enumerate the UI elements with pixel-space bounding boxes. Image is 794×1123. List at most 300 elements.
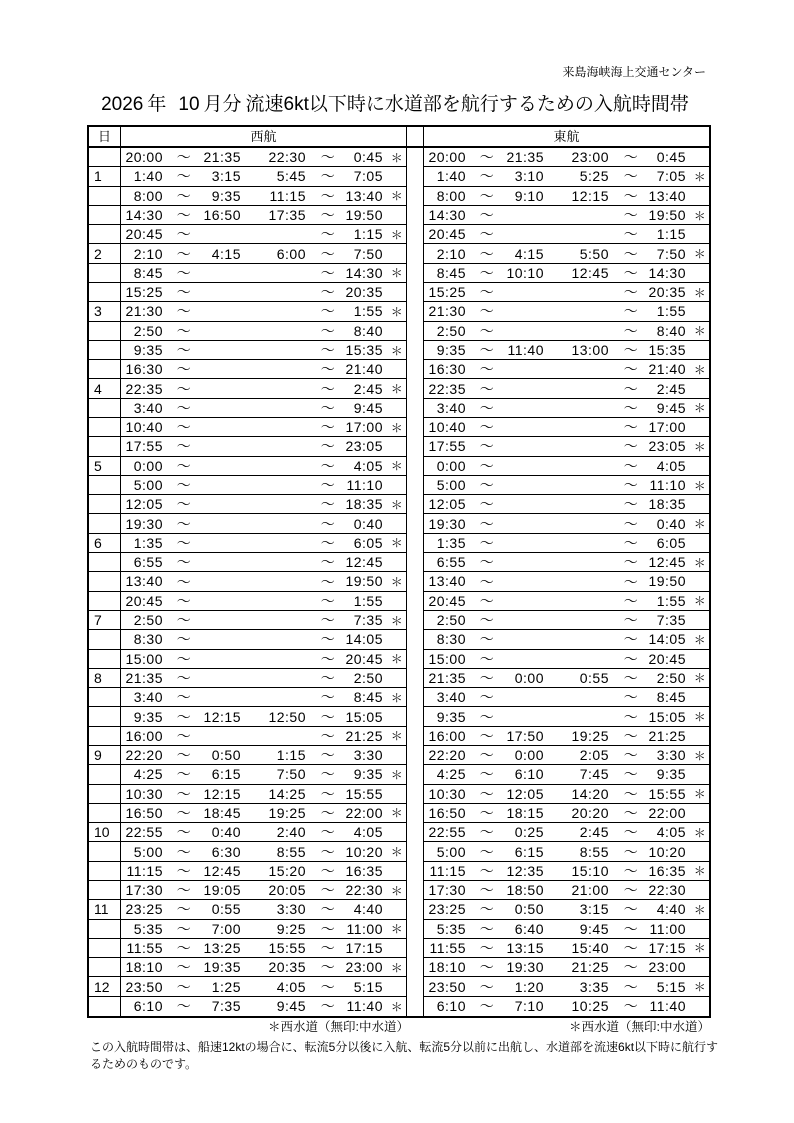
- east-window2-end: 21:25: [648, 727, 686, 744]
- west-channel-mark: ＊: [693, 517, 707, 532]
- west-window2-start: 2:40: [276, 824, 306, 841]
- west-window1-start: 20:45: [125, 592, 163, 609]
- east-window1-end: 1:20: [514, 978, 544, 995]
- table-row: [89, 939, 709, 958]
- west-window1-end: 12:15: [203, 708, 241, 725]
- west-window2-start: 6:00: [276, 245, 306, 262]
- east-window1-start: 17:55: [428, 438, 466, 455]
- west-window2-start: 19:25: [268, 804, 306, 821]
- tilde-separator: ～: [176, 959, 192, 976]
- gap-cell: [407, 572, 424, 591]
- west-window2-start: 9:25: [276, 920, 306, 937]
- gap-cell: [407, 534, 424, 553]
- west-window2-end: 5:15: [353, 978, 383, 995]
- east-window2-start: [567, 360, 609, 378]
- tilde-separator: ～: [320, 978, 336, 995]
- tilde-separator: ～: [320, 496, 336, 513]
- west-channel-mark: [694, 534, 706, 552]
- tilde-separator: ～: [479, 689, 495, 706]
- west-window2-start: [264, 727, 306, 745]
- table-row: [89, 997, 709, 1016]
- tilde-separator: ～: [623, 438, 639, 455]
- west-channel-mark: ＊: [693, 864, 707, 879]
- title-year-unit: 年: [147, 94, 167, 115]
- west-cell: [121, 862, 407, 881]
- tilde-separator: ～: [623, 747, 639, 764]
- west-window1-end: [199, 437, 241, 455]
- east-window2-end: 0:45: [656, 149, 686, 166]
- table-row: [89, 379, 709, 398]
- west-window1-end: [199, 476, 241, 494]
- west-channel-mark: ＊: [390, 459, 404, 474]
- west-window2-start: 15:20: [268, 862, 306, 879]
- east-window2-start: [567, 322, 609, 340]
- gap-cell: [407, 322, 424, 341]
- east-cell: [424, 225, 709, 244]
- west-cell: [121, 630, 407, 649]
- table-row: [89, 572, 709, 591]
- east-window1-end: [502, 630, 544, 648]
- west-cell: [121, 707, 407, 726]
- west-channel-mark: ＊: [693, 671, 707, 686]
- date-cell: [89, 958, 121, 977]
- east-window2-start: [567, 707, 609, 725]
- east-window2-end: 8:40: [656, 322, 686, 339]
- east-cell: [424, 476, 709, 495]
- west-window1-end: [199, 418, 241, 436]
- east-window1-end: 17:50: [506, 727, 544, 744]
- gap-cell: [407, 939, 424, 958]
- table-row: [89, 630, 709, 649]
- tilde-separator: ～: [623, 322, 639, 339]
- west-window1-start: 2:10: [133, 245, 163, 262]
- east-cell: [424, 939, 709, 958]
- west-window1-end: 6:30: [211, 843, 241, 860]
- table-row: [89, 244, 709, 263]
- table-row: [89, 823, 709, 842]
- header-west: 西航: [121, 127, 407, 146]
- west-channel-mark: [391, 553, 403, 571]
- west-channel-mark: ＊: [390, 806, 404, 821]
- west-window1-end: 16:50: [203, 207, 241, 223]
- west-window2-start: 22:30: [268, 149, 306, 166]
- west-cell: [121, 148, 407, 167]
- west-cell: [121, 534, 407, 553]
- west-window1-end: 7:00: [211, 920, 241, 937]
- table-row: [89, 302, 709, 321]
- east-window2-end: 15:05: [648, 708, 686, 725]
- tilde-separator: ～: [479, 747, 495, 764]
- east-window1-start: 13:40: [428, 573, 466, 590]
- tilde-separator: ～: [623, 843, 639, 860]
- west-window2-end: 1:15: [353, 226, 383, 243]
- west-window2-end: 4:05: [353, 824, 383, 841]
- tilde-separator: ～: [479, 361, 495, 378]
- west-channel-mark: ＊: [390, 845, 404, 860]
- gap-cell: [407, 823, 424, 842]
- east-window2-start: 13:00: [571, 342, 609, 359]
- east-window2-end: 4:05: [656, 824, 686, 841]
- west-window2-start: 17:35: [268, 207, 306, 223]
- tilde-separator: ～: [623, 515, 639, 532]
- tilde-separator: ～: [479, 727, 495, 744]
- gap-cell: [407, 341, 424, 360]
- west-window2-end: 21:40: [345, 361, 383, 378]
- east-window1-end: [502, 457, 544, 475]
- west-window1-start: 8:45: [133, 264, 163, 281]
- east-window1-end: [502, 399, 544, 417]
- gap-cell: [407, 399, 424, 418]
- tilde-separator: ～: [623, 901, 639, 918]
- gap-cell: [407, 804, 424, 823]
- west-window2-end: 7:05: [353, 168, 383, 185]
- east-cell: [424, 997, 709, 1016]
- east-window2-start: [567, 553, 609, 571]
- east-cell: [424, 534, 709, 553]
- tilde-separator: ～: [479, 380, 495, 397]
- west-window2-start: 7:50: [276, 766, 306, 783]
- west-window2-end: 4:40: [353, 901, 383, 918]
- tilde-separator: ～: [176, 843, 192, 860]
- east-window1-end: [502, 360, 544, 378]
- west-window2-end: 7:35: [353, 612, 383, 629]
- tilde-separator: ～: [623, 168, 639, 185]
- tilde-separator: ～: [479, 477, 495, 494]
- east-cell: [424, 437, 709, 456]
- tilde-separator: ～: [479, 207, 495, 223]
- tilde-separator: ～: [623, 245, 639, 262]
- east-cell: [424, 920, 709, 939]
- east-window1-start: 22:20: [428, 747, 466, 764]
- east-window1-end: 19:30: [506, 959, 544, 976]
- table-row: [89, 804, 709, 823]
- east-window2-start: 15:10: [571, 862, 609, 879]
- west-window1-start: 16:50: [125, 804, 163, 821]
- east-cell: [424, 283, 709, 302]
- tilde-separator: ～: [479, 515, 495, 532]
- west-cell: [121, 592, 407, 611]
- tilde-separator: ～: [320, 631, 336, 648]
- west-window1-start: 5:00: [133, 477, 163, 494]
- west-window2-start: [264, 572, 306, 590]
- east-window1-start: 12:05: [428, 496, 466, 513]
- west-channel-mark: ＊: [693, 401, 707, 416]
- table-row: [89, 341, 709, 360]
- gap-cell: [407, 283, 424, 302]
- west-window1-start: 23:25: [125, 901, 163, 918]
- east-cell: [424, 244, 709, 263]
- tilde-separator: ～: [479, 303, 495, 320]
- west-window1-end: 19:05: [203, 882, 241, 899]
- tilde-separator: ～: [320, 264, 336, 281]
- east-window2-start: [567, 534, 609, 552]
- east-cell: [424, 553, 709, 572]
- west-window1-end: 13:25: [203, 939, 241, 956]
- tilde-separator: ～: [479, 669, 495, 686]
- east-window2-start: [567, 437, 609, 455]
- west-window1-start: 2:50: [133, 322, 163, 339]
- west-channel-mark: ＊: [390, 420, 404, 435]
- east-window2-end: 11:40: [649, 998, 686, 1015]
- east-window1-end: [502, 688, 544, 706]
- table-row: [89, 553, 709, 572]
- east-cell: [424, 399, 709, 418]
- west-window2-start: [264, 495, 306, 513]
- west-window2-end: 11:00: [346, 920, 383, 937]
- east-window2-end: 17:00: [648, 419, 686, 436]
- date-cell: [89, 592, 121, 611]
- date-cell: [89, 881, 121, 900]
- west-window1-start: 18:10: [125, 959, 163, 976]
- tilde-separator: ～: [176, 650, 192, 667]
- east-window2-start: 2:45: [579, 824, 609, 841]
- east-window1-start: 23:25: [428, 901, 466, 918]
- east-window1-start: 8:30: [436, 631, 466, 648]
- east-cell: [424, 630, 709, 649]
- west-cell: [121, 611, 407, 630]
- tilde-separator: ～: [176, 862, 192, 879]
- table-row: [89, 862, 709, 881]
- tilde-separator: ～: [320, 901, 336, 918]
- east-window1-start: 20:45: [428, 592, 466, 609]
- east-cell: [424, 572, 709, 591]
- date-cell: [89, 997, 121, 1016]
- west-channel-mark: ＊: [693, 169, 707, 184]
- table-row: [89, 514, 709, 533]
- west-window2-end: 13:40: [345, 187, 383, 204]
- west-window1-start: 16:30: [125, 361, 163, 378]
- tilde-separator: ～: [623, 380, 639, 397]
- date-cell: [89, 399, 121, 418]
- west-window1-end: [199, 322, 241, 340]
- east-window1-start: 1:35: [436, 534, 466, 551]
- title-month-unit: 月分: [203, 94, 242, 115]
- east-window1-start: 16:30: [428, 361, 466, 378]
- tilde-separator: ～: [479, 419, 495, 436]
- west-window2-start: 4:05: [276, 978, 306, 995]
- date-cell: 12: [89, 977, 121, 996]
- west-window2-end: 1:55: [353, 303, 383, 320]
- tilde-separator: ～: [479, 592, 495, 609]
- west-window2-end: 1:55: [353, 592, 383, 609]
- tilde-separator: ～: [320, 515, 336, 532]
- west-channel-mark: ＊: [390, 536, 404, 551]
- tilde-separator: ～: [320, 477, 336, 494]
- east-cell: [424, 765, 709, 784]
- west-window1-end: [199, 630, 241, 648]
- west-channel-mark: ＊: [390, 574, 404, 589]
- gap-cell: [407, 958, 424, 977]
- date-cell: 10: [89, 823, 121, 842]
- east-window2-end: 11:00: [649, 920, 686, 937]
- tilde-separator: ～: [623, 939, 639, 956]
- east-window1-end: 4:15: [514, 245, 544, 262]
- tilde-separator: ～: [479, 998, 495, 1015]
- tilde-separator: ～: [479, 245, 495, 262]
- west-channel-mark: [391, 707, 403, 725]
- east-window1-end: 12:35: [506, 862, 544, 879]
- west-window1-start: 12:05: [125, 496, 163, 513]
- tilde-separator: ～: [479, 824, 495, 841]
- west-channel-mark: [694, 264, 706, 282]
- table-row: [89, 476, 709, 495]
- date-cell: [89, 148, 121, 167]
- tilde-separator: ～: [623, 303, 639, 320]
- west-window1-start: 4:25: [133, 766, 163, 783]
- east-window1-end: [502, 707, 544, 725]
- east-window1-start: 22:35: [428, 380, 466, 397]
- west-cell: [121, 283, 407, 302]
- date-cell: [89, 630, 121, 649]
- east-window2-end: 22:00: [648, 804, 686, 821]
- table-row: [89, 592, 709, 611]
- west-window2-start: [264, 322, 306, 340]
- table-row: [89, 534, 709, 553]
- west-window1-end: [199, 341, 241, 359]
- tilde-separator: ～: [176, 245, 192, 262]
- title-month: 10: [178, 94, 200, 115]
- tilde-separator: ～: [320, 149, 336, 166]
- table-row: [89, 399, 709, 418]
- west-window2-end: 23:05: [345, 438, 383, 455]
- tilde-separator: ～: [176, 322, 192, 339]
- east-window2-start: [567, 206, 609, 224]
- west-channel-mark: [694, 148, 706, 166]
- tilde-separator: ～: [176, 496, 192, 513]
- tilde-separator: ～: [176, 457, 192, 474]
- west-window2-start: 20:05: [268, 882, 306, 899]
- east-window2-end: 14:05: [648, 631, 686, 648]
- date-cell: 5: [89, 457, 121, 476]
- gap-cell: [407, 881, 424, 900]
- gap-cell: [407, 920, 424, 939]
- east-window1-start: 21:30: [428, 303, 466, 320]
- east-window1-end: 7:10: [514, 998, 544, 1015]
- header-gap: [407, 127, 424, 146]
- tilde-separator: ～: [320, 419, 336, 436]
- gap-cell: [407, 418, 424, 437]
- tilde-separator: ～: [479, 612, 495, 629]
- east-cell: [424, 341, 709, 360]
- gap-cell: [407, 148, 424, 167]
- west-window2-start: 1:15: [276, 747, 306, 764]
- east-window2-start: [567, 630, 609, 648]
- east-window2-end: 19:50: [648, 573, 686, 590]
- west-cell: [121, 823, 407, 842]
- date-cell: [89, 688, 121, 707]
- table-row: [89, 457, 709, 476]
- table-row: [89, 283, 709, 302]
- east-cell: [424, 379, 709, 398]
- east-cell: [424, 842, 709, 861]
- table-row: [89, 495, 709, 514]
- tilde-separator: ～: [479, 708, 495, 725]
- west-channel-mark: [391, 862, 403, 880]
- west-channel-mark: ＊: [390, 767, 404, 782]
- tilde-separator: ～: [320, 998, 336, 1015]
- west-channel-mark: ＊: [390, 266, 404, 281]
- date-cell: [89, 322, 121, 341]
- west-window1-start: 21:35: [125, 669, 163, 686]
- west-channel-mark: [391, 669, 403, 687]
- west-window2-end: 11:40: [346, 998, 383, 1015]
- date-cell: [89, 437, 121, 456]
- tilde-separator: ～: [176, 708, 192, 725]
- tilde-separator: ～: [320, 322, 336, 339]
- west-cell: [121, 746, 407, 765]
- east-window2-start: 12:45: [571, 264, 609, 281]
- tilde-separator: ～: [623, 998, 639, 1015]
- west-channel-mark: [391, 630, 403, 648]
- west-window1-end: [199, 514, 241, 532]
- tilde-separator: ～: [176, 534, 192, 551]
- west-window1-end: [199, 264, 241, 282]
- west-window2-end: 9:35: [353, 766, 383, 783]
- west-window2-start: [264, 283, 306, 301]
- west-channel-mark: [694, 302, 706, 320]
- west-cell: [121, 650, 407, 669]
- east-window1-end: [502, 572, 544, 590]
- tilde-separator: ～: [320, 708, 336, 725]
- west-window2-end: 22:30: [345, 882, 383, 899]
- east-window2-start: 0:55: [579, 669, 609, 686]
- date-cell: [89, 553, 121, 572]
- east-window2-start: [567, 418, 609, 436]
- east-window1-start: 10:40: [428, 419, 466, 436]
- west-window2-start: [264, 418, 306, 436]
- tilde-separator: ～: [320, 882, 336, 899]
- table-row: [89, 785, 709, 804]
- west-window1-end: [199, 495, 241, 513]
- west-cell: [121, 688, 407, 707]
- date-cell: 6: [89, 534, 121, 553]
- west-window2-start: 9:45: [276, 998, 306, 1015]
- west-channel-mark: ＊: [693, 285, 707, 300]
- east-legend-note: ＊西水道（無印:中水道）: [569, 1020, 710, 1034]
- tilde-separator: ～: [320, 727, 336, 744]
- east-window2-start: 8:55: [579, 843, 609, 860]
- east-window2-end: 7:35: [656, 612, 686, 629]
- east-window2-start: 21:25: [571, 959, 609, 976]
- east-cell: [424, 881, 709, 900]
- tilde-separator: ～: [623, 862, 639, 879]
- west-channel-mark: ＊: [693, 980, 707, 995]
- west-window2-start: [264, 611, 306, 629]
- east-window2-end: 20:35: [648, 284, 686, 301]
- west-window2-end: 14:05: [345, 631, 383, 648]
- tilde-separator: ～: [479, 843, 495, 860]
- gap-cell: [407, 167, 424, 186]
- east-cell: [424, 360, 709, 379]
- tilde-separator: ～: [320, 689, 336, 706]
- east-window1-start: 5:35: [436, 920, 466, 937]
- east-window1-end: [502, 553, 544, 571]
- tilde-separator: ～: [623, 534, 639, 551]
- west-cell: [121, 514, 407, 533]
- east-window1-start: 15:00: [428, 650, 466, 667]
- gap-cell: [407, 495, 424, 514]
- east-window1-start: 1:40: [436, 168, 466, 185]
- east-cell: [424, 650, 709, 669]
- west-window1-start: 8:30: [133, 631, 163, 648]
- tilde-separator: ～: [479, 342, 495, 359]
- east-cell: [424, 514, 709, 533]
- east-cell: [424, 804, 709, 823]
- tilde-separator: ～: [479, 631, 495, 648]
- east-window1-start: 23:50: [428, 978, 466, 995]
- west-channel-mark: ＊: [390, 690, 404, 705]
- west-channel-mark: ＊: [693, 208, 707, 223]
